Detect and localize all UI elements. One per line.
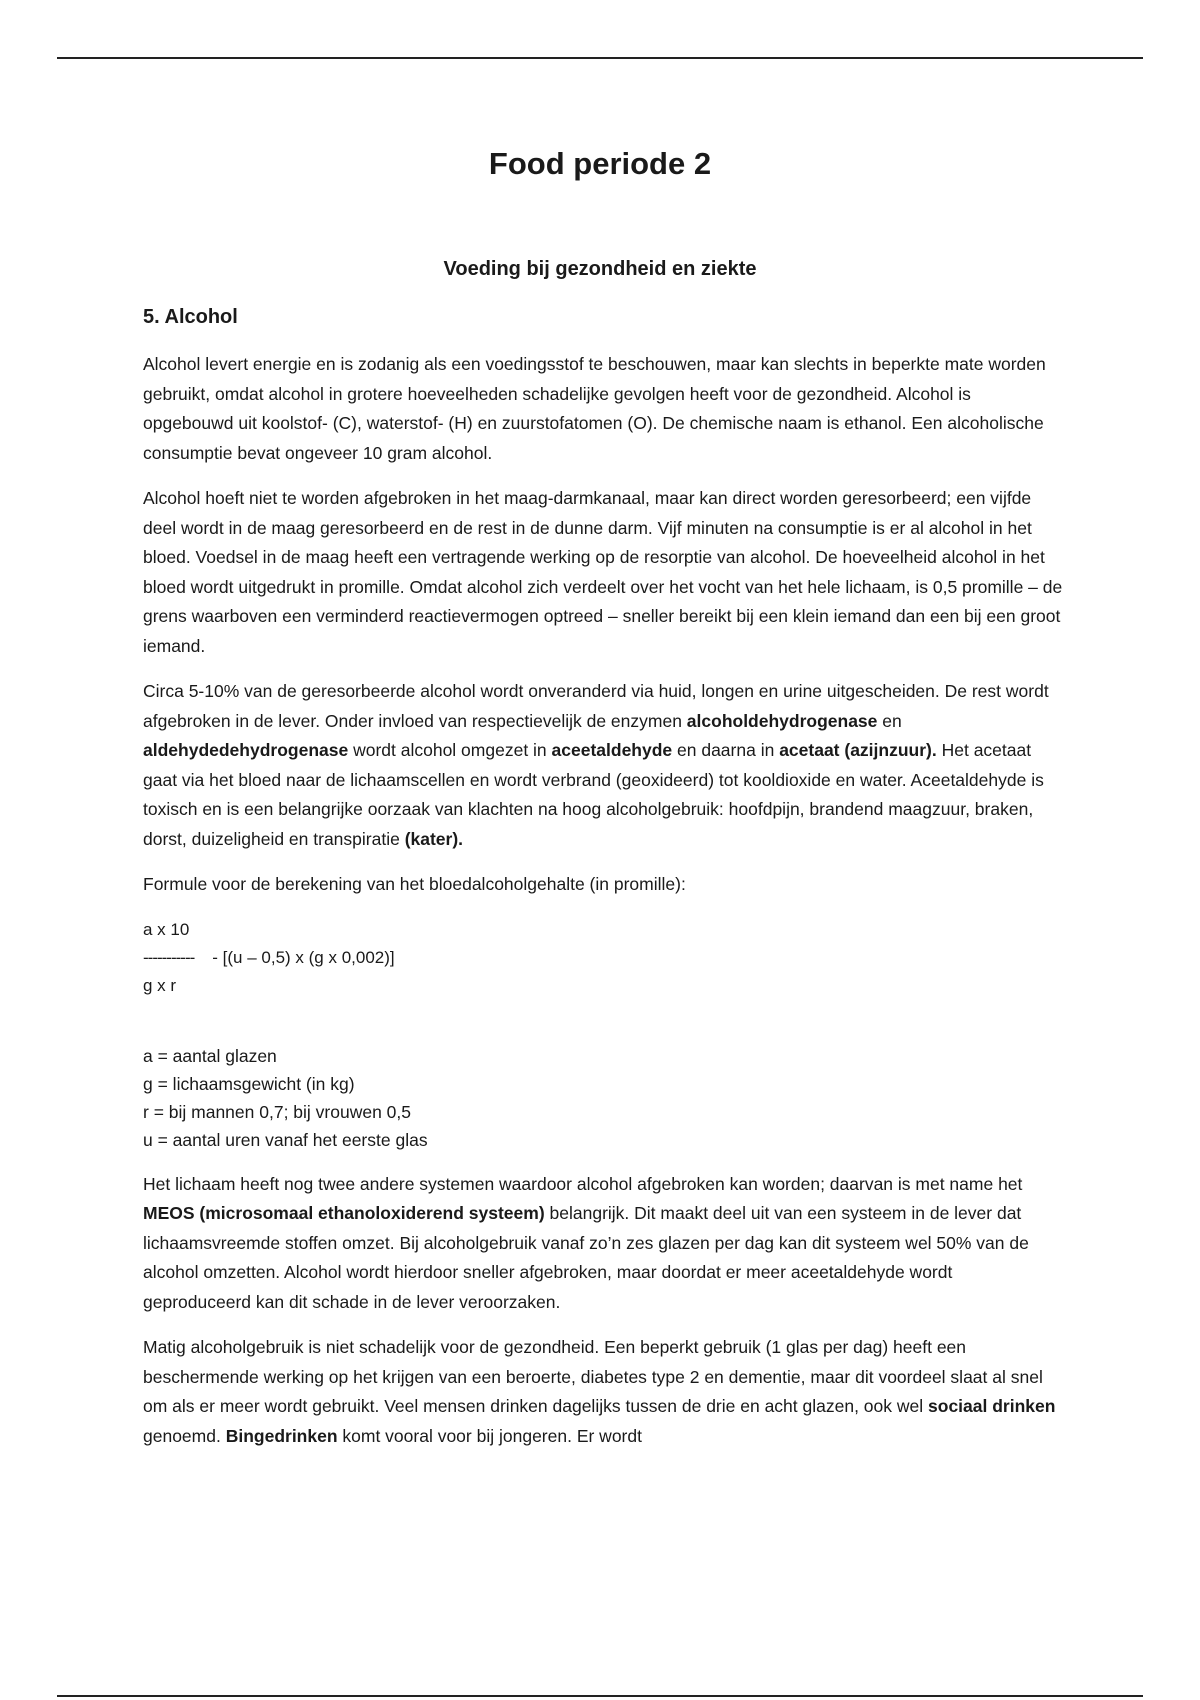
formula-legend: [143, 1042, 1063, 1154]
text-run: Circa 5-10% van de geresorbeerde alcohol wordt onveranderd via huid, longen en urine uitgescheiden. De rest wordt afgebroken in de lever. Onder invloed van respectievelijk de enzymen: [143, 681, 1049, 731]
section-heading: 5. Alcohol: [143, 306, 238, 328]
header-rule: [57, 57, 1143, 59]
formula-denominator: g x r: [143, 975, 177, 995]
text-run: en: [877, 710, 902, 731]
formula-middle-line: [143, 944, 1063, 972]
text-run: Matig alcoholgebruik is niet schadelijk voor de gezondheid. Een beperkt gebruik (1 glas per dag) heeft een beschermende werking op het krijgen van een beroerte, diabetes type 2 en dementie, maar dit voordeel slaat al snel om als er meer wordt gebruikt. Veel mensen drinken dagelijks tussen de drie en acht glazen, ook wel: [143, 1337, 1043, 1416]
bac-formula: [143, 916, 1063, 1000]
text-run: genoemd.: [143, 1425, 226, 1446]
legend-item: r = bij mannen 0,7; bij vrouwen 0,5: [143, 1101, 412, 1122]
document-body: [143, 350, 1063, 1467]
footer-rule: [57, 1695, 1143, 1697]
text-run: en daarna in: [672, 740, 780, 760]
document-subtitle: Voeding bij gezondheid en ziekte: [443, 258, 757, 280]
text-run: belangrijk. Dit maakt deel uit van een systeem in de lever dat lichaamsvreemde stoffen omzet. Bij alcoholgebruik vanaf zo’n zes glazen per dag kan dit systeem wel 50% van de alcohol omzetten. Alcohol wordt hierdoor sneller afgebroken, maar doordat er meer aceetaldehyde wordt geproduceerd kan dit schade in de lever veroorzaken.: [143, 1203, 1029, 1312]
text-run: Het lichaam heeft nog twee andere systemen waardoor alcohol afgebroken kan worden; daarvan is met name het: [143, 1173, 1023, 1194]
paragraph-intro: Alcohol levert energie en is zodanig als een voedingsstof te beschouwen, maar kan slechts in beperkte mate worden gebruikt, omdat alcohol in grotere hoeveelheden schadelijke gevolgen heeft voor de gezondheid. Alcohol is opgebouwd uit koolstof- (C), waterstof- (H) en zuurstofatomen (O). De chemische naam is ethanol. Een alcoholische consumptie bevat ongeveer 10 gram alcohol.: [143, 354, 1046, 463]
formula-intro: Formule voor de berekening van het bloedalcoholgehalte (in promille):: [143, 874, 686, 894]
legend-item: g = lichaamsgewicht (in kg): [143, 1073, 355, 1094]
legend-item: u = aantal uren vanaf het eerste glas: [143, 1129, 428, 1150]
bold-term: Bingedrinken: [225, 1425, 338, 1446]
paragraph-moderate-use: [143, 1333, 1063, 1451]
formula-numerator: a x 10: [143, 919, 190, 939]
bold-term: acetaat (azijnzuur).: [779, 740, 937, 760]
text-run: Het acetaat gaat via het bloed naar de lichaamscellen en wordt verbrand (geoxideerd) tot kooldioxide en water. Aceetaldehyde is toxisch en is een belangrijke oorzaak van klachten na hoog alcoholgebruik: hoofdpijn, brandend maagzuur, braken, dorst, duizeligheid en transpiratie: [143, 740, 1044, 849]
bold-term: alcoholdehydrogenase: [686, 710, 878, 731]
bold-term: MEOS (microsomaal ethanoloxiderend systeem): [143, 1203, 545, 1223]
text-run: wordt alcohol omgezet in: [348, 740, 552, 760]
paragraph-meos: [143, 1170, 1063, 1318]
paragraph-metabolism: [143, 677, 1063, 854]
bold-term: (kater).: [404, 828, 464, 849]
formula-fraction-line: -----------: [143, 947, 195, 967]
legend-item: a = aantal glazen: [143, 1045, 277, 1066]
page-title: Food periode 2: [488, 146, 712, 181]
paragraph-resorption: Alcohol hoeft niet te worden afgebroken in het maag-darmkanaal, maar kan direct worden geresorbeerd; een vijfde deel wordt in de maag geresorbeerd en de rest in de dunne darm. Vijf minuten na consumptie is er al alcohol in het bloed. Voedsel in de maag heeft een vertragende werking op de resorptie van alcohol. De hoeveelheid alcohol in het bloed wordt uitgedrukt in promille. Omdat alcohol zich verdeelt over het vocht van het hele lichaam, is 0,5 promille – de grens waarboven een verminderd reactievermogen optreed – sneller bereikt bij een klein iemand dan een bij een groot iemand.: [143, 488, 1063, 656]
bold-term: aldehydedehydrogenase: [143, 740, 349, 760]
bold-term: sociaal drinken: [928, 1396, 1056, 1416]
bold-term: aceetaldehyde: [551, 740, 673, 760]
text-run: komt vooral voor bij jongeren. Er wordt: [337, 1425, 642, 1446]
formula-subtraction: - [(u – 0,5) x (g x 0,002)]: [212, 947, 395, 967]
